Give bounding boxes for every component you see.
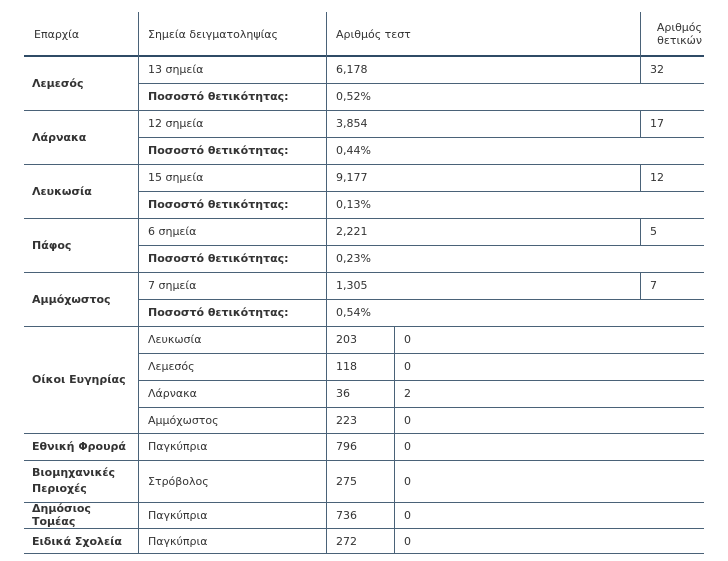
column-divider: [640, 272, 641, 299]
positivity-label: Ποσοστό θετικότητας:: [148, 90, 289, 103]
row-divider: [24, 326, 704, 327]
row-divider: [24, 433, 704, 434]
row-divider: [138, 380, 704, 381]
district-tests: 2,221: [336, 225, 368, 238]
care-home-positives: 0: [404, 360, 411, 373]
category-positives: 0: [404, 474, 411, 488]
category-place: Παγκύπρια: [148, 508, 208, 522]
column-divider: [640, 56, 641, 83]
row-divider: [24, 528, 704, 529]
care-home-place: Λεμεσός: [148, 360, 195, 373]
category-place: Στρόβολος: [148, 474, 209, 488]
category-place: Παγκύπρια: [148, 534, 208, 548]
category-place: Παγκύπρια: [148, 440, 208, 453]
care-home-place: Λευκωσία: [148, 333, 202, 346]
header-sampling-points: Σημεία δειγματοληψίας: [148, 27, 279, 41]
care-home-tests: 36: [336, 387, 350, 400]
district-tests: 6,178: [336, 63, 368, 76]
district-name-limassol: Λεμεσός: [32, 76, 84, 90]
positivity-rate: 0,23%: [336, 252, 371, 265]
district-points: 7 σημεία: [148, 279, 197, 292]
category-name-industrial-areas: Βιομηχανικές Περιοχές: [32, 466, 116, 495]
row-divider: [138, 137, 704, 138]
positivity-label: Ποσοστό θετικότητας:: [148, 252, 289, 265]
category-positives: 0: [404, 508, 411, 522]
column-divider: [326, 12, 327, 554]
row-divider: [138, 191, 704, 192]
district-points: 6 σημεία: [148, 225, 197, 238]
category-name-national-guard: Εθνική Φρουρά: [32, 440, 126, 453]
district-name-larnaca: Λάρνακα: [32, 130, 87, 144]
column-divider: [640, 164, 641, 191]
header-region: Επαρχία: [34, 27, 80, 41]
row-divider: [24, 460, 704, 461]
care-home-tests: 203: [336, 333, 357, 346]
category-name-special-schools: Ειδικά Σχολεία: [32, 534, 122, 548]
care-homes-label: Οίκοι Ευγηρίας: [32, 373, 126, 386]
district-positives: 7: [650, 279, 657, 292]
category-name-public-sector: Δημόσιος Τομέας: [32, 502, 91, 528]
care-home-positives: 0: [404, 333, 411, 346]
care-home-positives: 2: [404, 387, 411, 400]
row-divider: [138, 299, 704, 300]
row-divider: [24, 502, 704, 503]
district-points: 12 σημεία: [148, 117, 204, 130]
category-tests: 796: [336, 440, 357, 453]
category-tests: 275: [336, 474, 357, 488]
district-tests: 1,305: [336, 279, 368, 292]
column-divider: [138, 12, 139, 554]
header-positives: Αριθμός θετικών: [656, 21, 702, 47]
care-home-tests: 118: [336, 360, 357, 373]
positivity-label: Ποσοστό θετικότητας:: [148, 306, 289, 319]
district-name-paphos: Πάφος: [32, 238, 72, 252]
district-tests: 9,177: [336, 171, 368, 184]
district-name-famagusta: Αμμόχωστος: [32, 292, 111, 306]
district-name-nicosia: Λευκωσία: [32, 184, 92, 198]
column-divider: [394, 326, 395, 554]
row-divider: [138, 245, 704, 246]
district-positives: 32: [650, 63, 664, 76]
district-tests: 3,854: [336, 117, 368, 130]
positivity-rate: 0,44%: [336, 144, 371, 157]
category-tests: 736: [336, 508, 357, 522]
care-home-positives: 0: [404, 413, 411, 427]
row-divider: [138, 83, 704, 84]
testing-results-table: [24, 12, 704, 554]
care-home-place: Λάρνακα: [148, 387, 197, 400]
positivity-label: Ποσοστό θετικότητας:: [148, 144, 289, 157]
row-divider: [24, 164, 704, 165]
row-divider: [138, 407, 704, 408]
row-divider: [24, 272, 704, 273]
header-tests: Αριθμός τεστ: [336, 27, 411, 41]
care-home-tests: 223: [336, 413, 357, 427]
row-divider: [138, 353, 704, 354]
category-positives: 0: [404, 534, 411, 548]
district-positives: 17: [650, 117, 664, 130]
positivity-label: Ποσοστό θετικότητας:: [148, 198, 289, 211]
district-positives: 5: [650, 225, 657, 238]
column-divider: [640, 12, 641, 56]
row-divider: [24, 55, 704, 57]
row-divider: [24, 110, 704, 111]
district-positives: 12: [650, 171, 664, 184]
positivity-rate: 0,52%: [336, 90, 371, 103]
row-divider: [24, 218, 704, 219]
column-divider: [640, 218, 641, 245]
district-points: 13 σημεία: [148, 63, 204, 76]
column-divider: [640, 110, 641, 137]
positivity-rate: 0,13%: [336, 198, 371, 211]
category-positives: 0: [404, 440, 411, 453]
category-tests: 272: [336, 534, 357, 548]
district-points: 15 σημεία: [148, 171, 204, 184]
care-home-place: Αμμόχωστος: [148, 413, 219, 427]
row-divider: [24, 553, 704, 554]
positivity-rate: 0,54%: [336, 306, 371, 319]
